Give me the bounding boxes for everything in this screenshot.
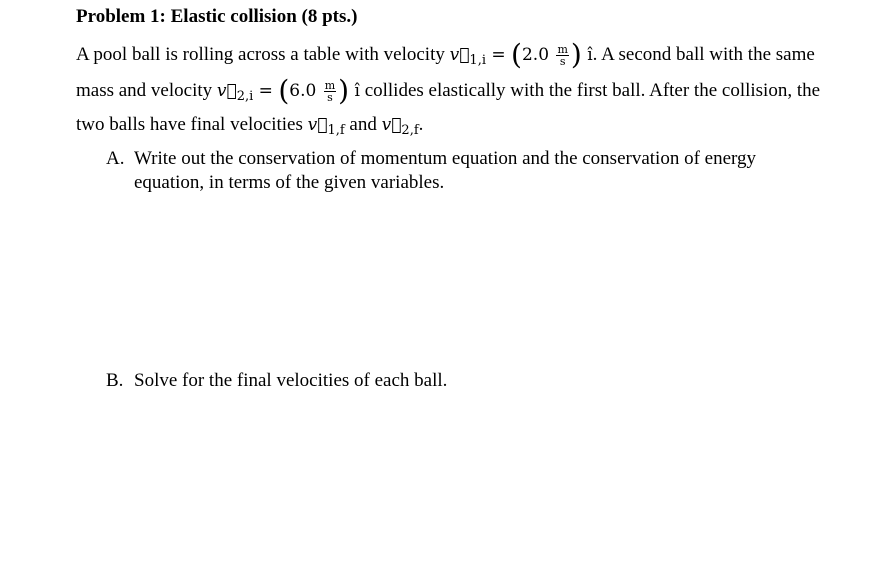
part-a-continuation: equation, in terms of the given variables.: [134, 172, 445, 193]
v1f-subscript: 1,f: [327, 123, 345, 138]
unit-fraction: [556, 44, 568, 67]
part-a-line-1: Write out the conservation of momentum equation and the conservation of energy: [134, 148, 757, 169]
unit-denominator: s: [559, 55, 566, 68]
line3-text: two balls have final velocities: [76, 114, 303, 135]
v1i-subscript: 1,i: [469, 53, 486, 68]
line1-tail: . A second ball with the same: [592, 44, 815, 65]
v2f-subscript: 2,f: [401, 123, 419, 138]
part-a: [106, 148, 756, 170]
problem-line-2: [76, 74, 821, 107]
v1i-symbol: v⃗: [449, 45, 470, 65]
v1i-value: 2.0: [521, 45, 550, 65]
problem-line-1: [76, 38, 815, 71]
equals-sign: =: [258, 81, 273, 101]
v2i-expression: [216, 74, 360, 107]
unit-fraction: [324, 80, 336, 103]
v2i-value: 6.0: [289, 81, 317, 101]
v2i-subscript: 2,i: [236, 89, 254, 104]
and-text: and: [349, 114, 377, 135]
problem-title: Problem 1: Elastic collision (8 pts.): [76, 6, 358, 27]
close-paren: ): [338, 74, 350, 107]
open-paren: (: [511, 38, 522, 71]
problem-line-3: [76, 114, 423, 138]
unit-numerator: m: [324, 79, 336, 92]
v2f-expression: [381, 115, 419, 138]
line2-text: mass and velocity: [76, 80, 213, 101]
v2f-symbol: v⃗: [381, 115, 402, 135]
unit-vector-i: î: [587, 45, 593, 65]
line2-tail: collides elastically with the first ball. After the collision, the: [364, 80, 821, 101]
part-a-marker: A.: [106, 148, 125, 169]
part-b: [106, 370, 447, 392]
v2i-symbol: v⃗: [216, 81, 237, 101]
open-paren: (: [278, 74, 290, 107]
equals-sign: =: [491, 45, 506, 65]
v1f-symbol: v⃗: [307, 115, 328, 135]
v1i-expression: [449, 38, 593, 71]
unit-denominator: s: [327, 91, 333, 104]
close-paren: ): [570, 38, 582, 71]
part-b-marker: B.: [106, 370, 124, 391]
part-b-text: Solve for the final velocities of each ball.: [134, 370, 448, 391]
line1-text: A pool ball is rolling across a table with velocity: [76, 44, 445, 65]
unit-vector-i: î: [354, 81, 360, 101]
unit-numerator: m: [557, 43, 568, 56]
final-period: .: [418, 114, 424, 135]
v1f-expression: [307, 115, 345, 138]
